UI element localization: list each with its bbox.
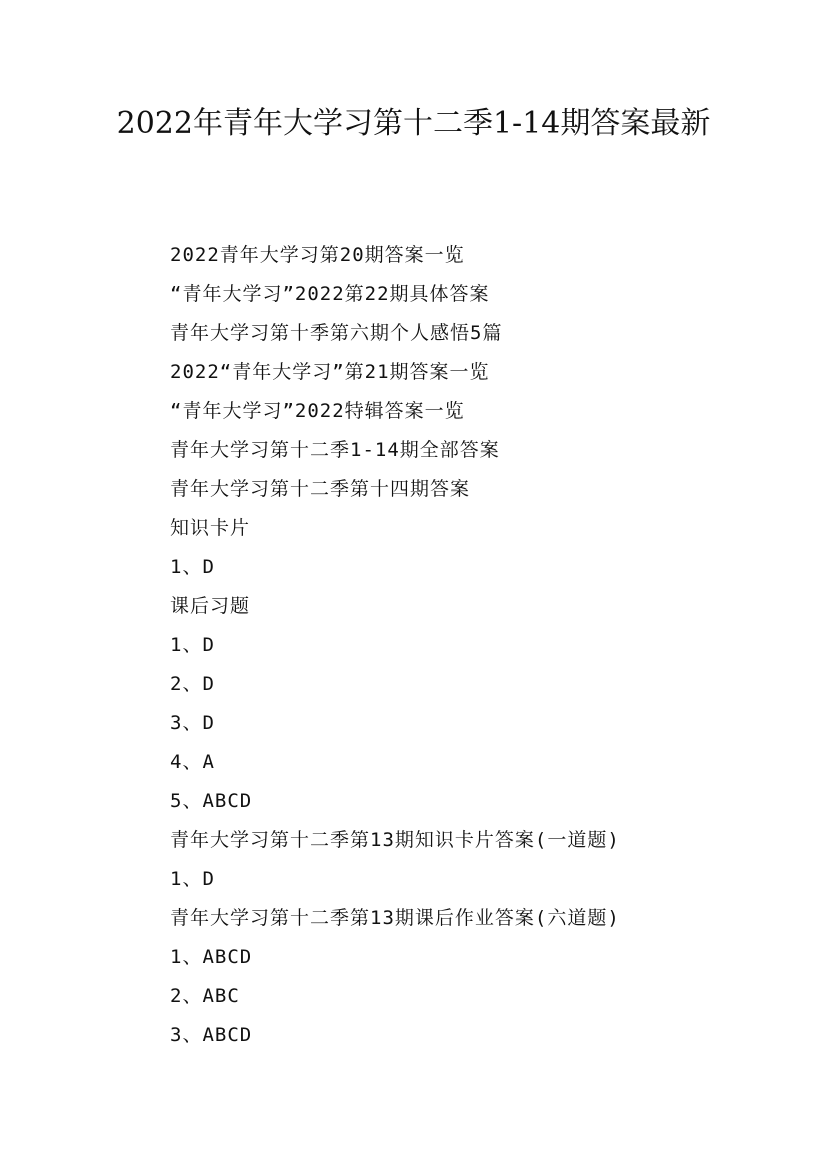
- answer-line: 1、ABCD: [170, 946, 253, 968]
- answer-line: 3、D: [170, 712, 215, 734]
- section-heading: 知识卡片: [170, 517, 251, 539]
- answer-line: 1、D: [170, 556, 215, 578]
- text-line: 青年大学习第十二季1-14期全部答案: [170, 439, 500, 461]
- text-line: 青年大学习第十二季第十四期答案: [170, 478, 471, 500]
- answer-line: 4、A: [170, 751, 215, 773]
- text-line: “青年大学习”2022特辑答案一览: [170, 400, 465, 422]
- answer-line: 1、D: [170, 634, 215, 656]
- text-line: “青年大学习”2022第22期具体答案: [170, 283, 490, 305]
- section-heading: 青年大学习第十二季第13期知识卡片答案(一道题): [170, 829, 620, 851]
- document-title: 2022年青年大学习第十二季1-14期答案最新: [116, 106, 711, 141]
- answer-line: 2、ABC: [170, 985, 240, 1007]
- answer-line: 3、ABCD: [170, 1024, 253, 1046]
- section-heading: 青年大学习第十二季第13期课后作业答案(六道题): [170, 907, 620, 929]
- text-line: 2022“青年大学习”第21期答案一览: [170, 361, 490, 383]
- answer-line: 1、D: [170, 868, 215, 890]
- text-line: 青年大学习第十季第六期个人感悟5篇: [170, 322, 503, 344]
- text-line: 2022青年大学习第20期答案一览: [170, 244, 465, 266]
- answer-line: 2、D: [170, 673, 215, 695]
- answer-line: 5、ABCD: [170, 790, 253, 812]
- document-body: [170, 236, 770, 1055]
- section-heading: 课后习题: [170, 595, 251, 617]
